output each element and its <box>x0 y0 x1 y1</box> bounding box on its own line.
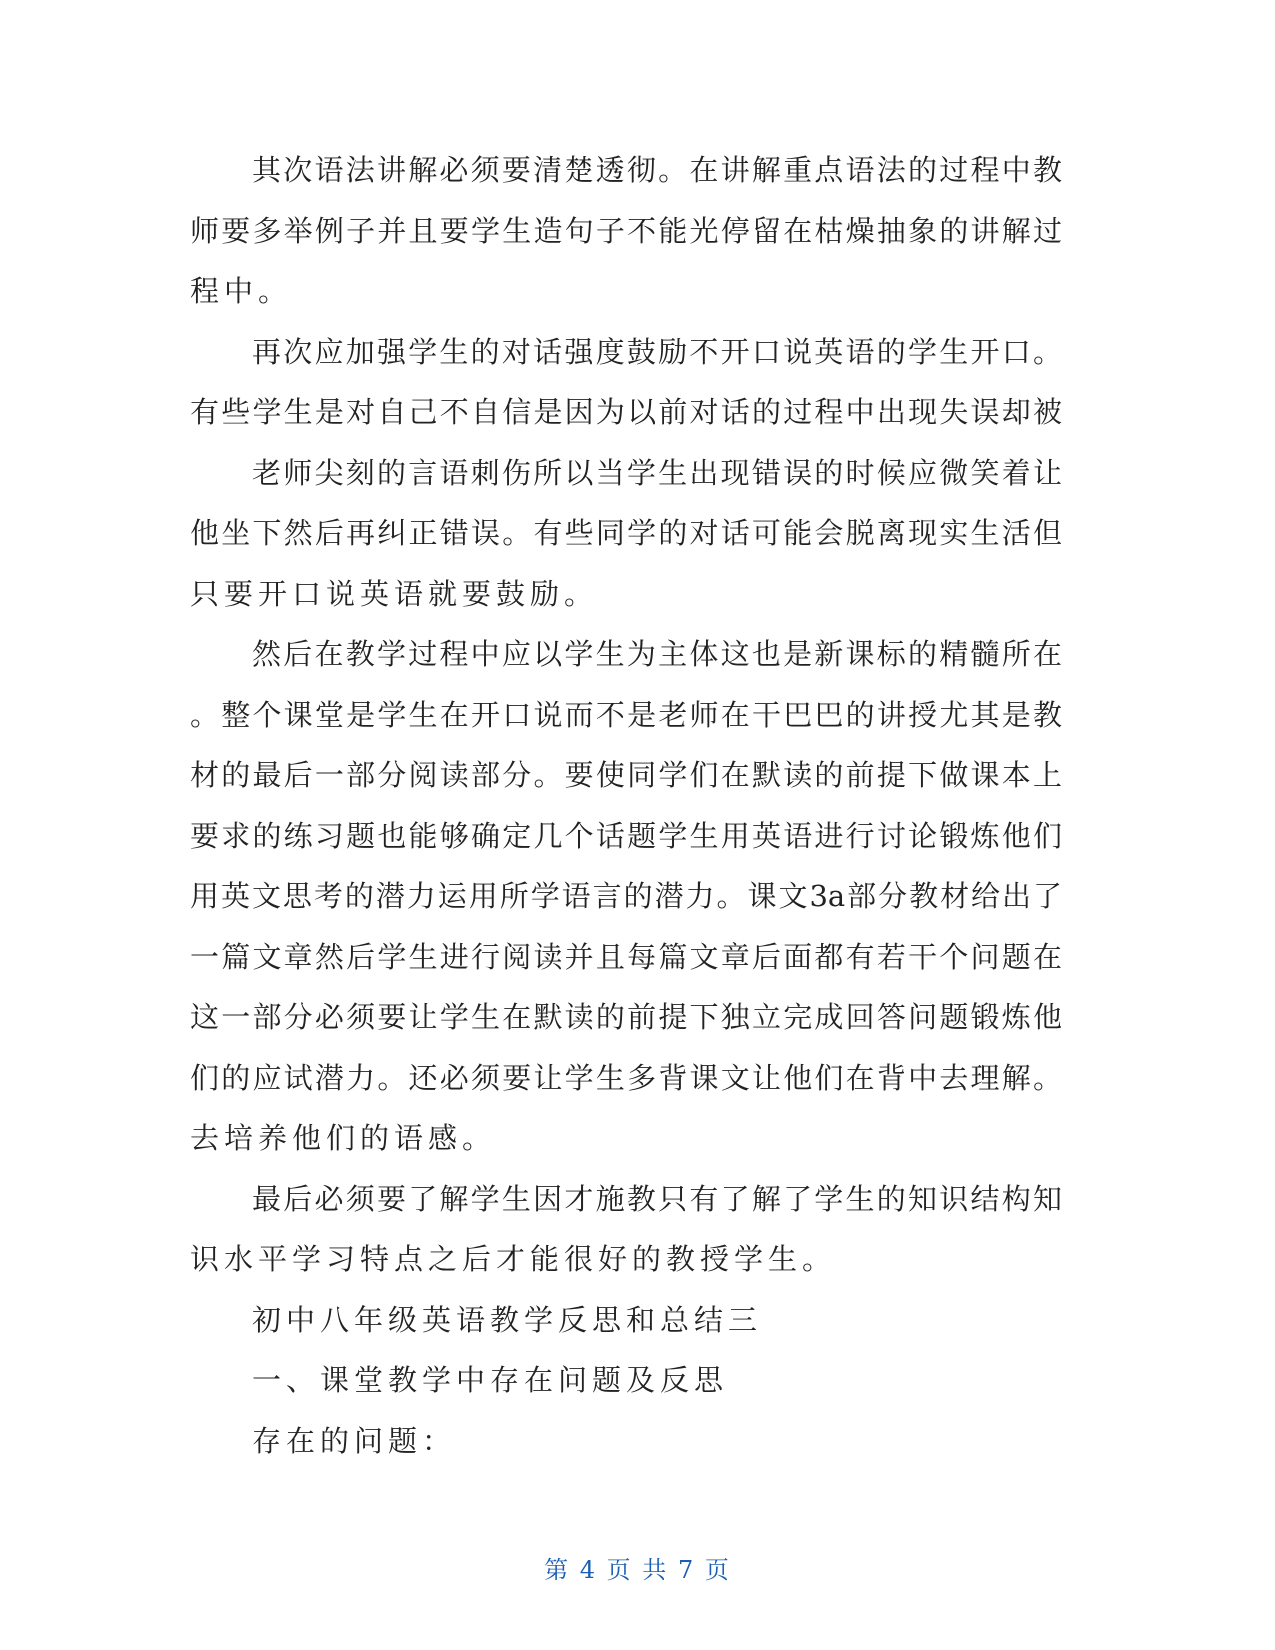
text-line: 然后在教学过程中应以学生为主体这也是新课标的精髓所在 <box>252 637 1062 671</box>
text-line: 去培养他们的语感。 <box>190 1121 497 1155</box>
text-line: 其次语法讲解必须要清楚透彻。在讲解重点语法的过程中教 <box>252 153 1062 187</box>
subsection-heading: 一、课堂教学中存在问题及反思 <box>252 1363 729 1397</box>
text-line: 存在的问题： <box>252 1423 457 1458</box>
text-line: 他坐下然后再纠正错误。有些同学的对话可能会脱离现实生活但 <box>190 516 1062 550</box>
page-number-footer: 第 4 页 共 7 页 <box>544 1556 731 1584</box>
text-line: 要求的练习题也能够确定几个话题学生用英语进行讨论锻炼他们 <box>190 818 1062 853</box>
section-heading: 初中八年级英语教学反思和总结三 <box>252 1302 763 1337</box>
text-line: 材的最后一部分阅读部分。要使同学们在默读的前提下做课本上 <box>190 758 1062 792</box>
text-line: 只要开口说英语就要鼓励。 <box>190 576 599 611</box>
text-line: 用英文思考的潜力运用所学语言的潜力。课文3a部分教材给出了 <box>190 879 1062 913</box>
text-line: 。整个课堂是学生在开口说而不是老师在干巴巴的讲授尤其是教 <box>190 697 1062 732</box>
text-line: 这一部分必须要让学生在默读的前提下独立完成回答问题锻炼他 <box>190 1000 1062 1034</box>
text-line: 们的应试潜力。还必须要让学生多背课文让他们在背中去理解。 <box>190 1060 1062 1095</box>
text-line: 程中。 <box>190 274 293 308</box>
text-line: 老师尖刻的言语刺伤所以当学生出现错误的时候应微笑着让 <box>252 455 1062 490</box>
text-line: 识水平学习特点之后才能很好的教授学生。 <box>190 1242 837 1276</box>
document-body <box>190 140 1062 1471</box>
text-line: 最后必须要了解学生因才施教只有了解了学生的知识结构知 <box>252 1181 1062 1216</box>
text-line: 再次应加强学生的对话强度鼓励不开口说英语的学生开口。 <box>252 334 1062 369</box>
text-line: 一篇文章然后学生进行阅读并且每篇文章后面都有若干个问题在 <box>190 939 1062 974</box>
text-line: 有些学生是对自己不自信是因为以前对话的过程中出现失误却被 <box>190 395 1062 429</box>
text-line: 师要多举例子并且要学生造句子不能光停留在枯燥抽象的讲解过 <box>190 213 1062 248</box>
